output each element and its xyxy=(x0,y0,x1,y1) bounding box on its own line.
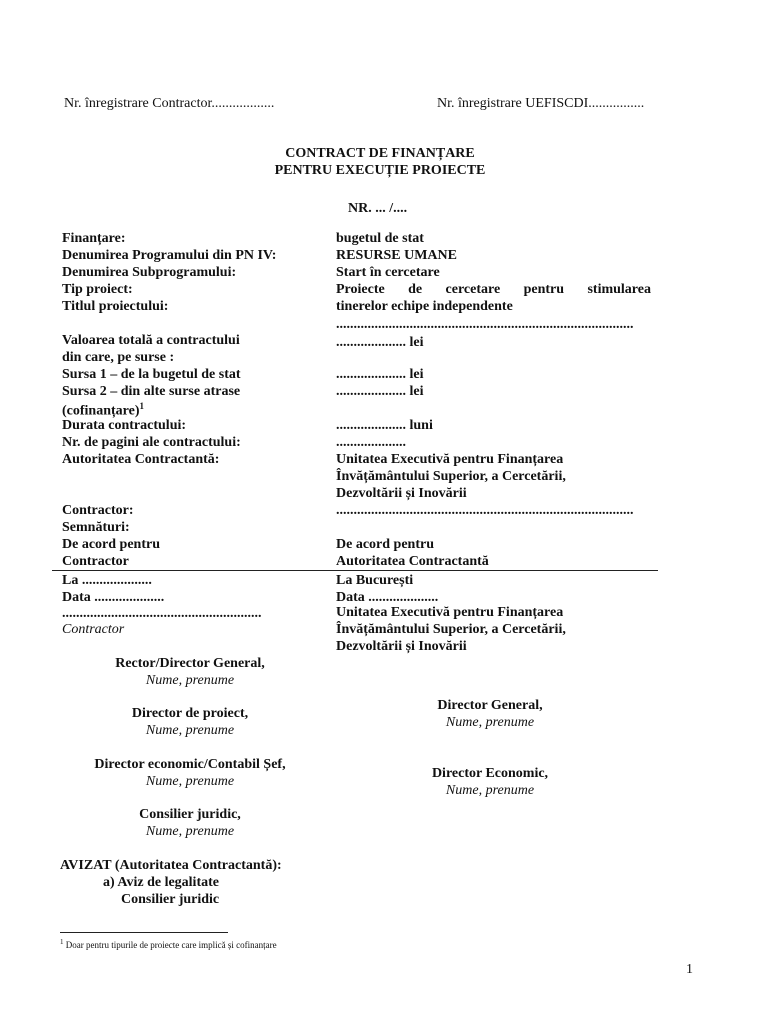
label-contractor: Contractor: xyxy=(62,503,134,518)
value-tip-proiect xyxy=(336,282,651,298)
value-durata: .................... luni xyxy=(336,418,433,433)
footnote-marker: 1 xyxy=(139,401,144,411)
value-autoritate-line3: Dezvoltării și Inovării xyxy=(336,486,467,501)
role-consilier-name: Nume, prenume xyxy=(145,824,235,839)
role-director-general-title: Director General, xyxy=(437,698,543,713)
value-valoare: .................... lei xyxy=(336,335,424,350)
value-autoritate-line2: Învățământului Superior, a Cercetării, xyxy=(336,469,566,484)
role-rector-name: Nume, prenume xyxy=(145,673,235,688)
tip-word: Proiecte xyxy=(336,282,385,297)
contract-title-line1: CONTRACT DE FINANȚARE xyxy=(285,146,475,161)
tip-word: stimularea xyxy=(587,282,651,297)
role-consilier-title: Consilier juridic, xyxy=(139,807,241,822)
value-subprogram: Start în cercetare xyxy=(336,265,440,280)
tip-word: pentru xyxy=(523,282,565,297)
role-director-economic-right-name: Nume, prenume xyxy=(445,783,535,798)
right-acord-line2: Autoritatea Contractantă xyxy=(336,554,489,569)
label-nr-pagini: Nr. de pagini ale contractului: xyxy=(62,435,241,450)
footnote-mark: 1 xyxy=(60,938,64,946)
left-sign-data: Data .................... xyxy=(62,590,165,605)
footnote xyxy=(60,938,277,950)
tip-word: de xyxy=(408,282,423,297)
role-director-economic-name: Nume, prenume xyxy=(145,774,235,789)
left-sign-contractor: Contractor xyxy=(62,622,125,637)
footnote-rule xyxy=(60,932,228,933)
role-director-proiect-title: Director de proiect, xyxy=(131,706,249,721)
role-director-proiect-name: Nume, prenume xyxy=(145,723,235,738)
label-sursa2: Sursa 2 – din alte surse atrase xyxy=(62,384,241,399)
avizat-consilier: Consilier juridic xyxy=(121,892,220,907)
page-number: 1 xyxy=(686,962,693,977)
label-semnaturi: Semnături: xyxy=(62,520,130,535)
label-sursa1: Sursa 1 – de la bugetul de stat xyxy=(62,367,241,382)
label-tip-proiect: Tip proiect: xyxy=(62,282,133,297)
right-sign-data: Data .................... xyxy=(336,590,439,605)
avizat-aviz-legalitate: a) Aviz de legalitate xyxy=(103,875,219,890)
label-titlu-proiect: Titlul proiectului: xyxy=(62,299,169,314)
value-sursa1: .................... lei xyxy=(336,367,424,382)
label-autoritate: Autoritatea Contractantă: xyxy=(62,452,220,467)
uefiscdi-registration: Nr. înregistrare UEFISCDI................ xyxy=(437,96,645,111)
value-finantare: bugetul de stat xyxy=(336,231,424,246)
right-sign-uefiscdi-line3: Dezvoltării și Inovării xyxy=(336,639,467,654)
right-sign-uefiscdi-line2: Învățământului Superior, a Cercetării, xyxy=(336,622,566,637)
left-sign-la: La .................... xyxy=(62,573,152,588)
left-acord-line1: De acord pentru xyxy=(62,537,160,552)
avizat-title: AVIZAT (Autoritatea Contractantă): xyxy=(60,858,282,873)
tip-word: cercetare xyxy=(445,282,501,297)
value-contractor-dots: ..................................................................................... xyxy=(336,503,634,518)
section-divider xyxy=(52,570,658,571)
right-acord-line1: De acord pentru xyxy=(336,537,434,552)
left-acord-line2: Contractor xyxy=(62,554,129,569)
value-sursa2: .................... lei xyxy=(336,384,424,399)
role-rector-title: Rector/Director General, xyxy=(115,656,265,671)
right-sign-la: La București xyxy=(336,573,414,588)
right-sign-uefiscdi-line1: Unitatea Executivă pentru Finanțarea xyxy=(336,605,564,620)
left-sign-dots: ......................................................... xyxy=(62,606,262,621)
role-director-general-name: Nume, prenume xyxy=(445,715,535,730)
label-din-care: din care, pe surse : xyxy=(62,350,175,365)
label-finantare: Finanțare: xyxy=(62,231,126,246)
value-autoritate-line1: Unitatea Executivă pentru Finanțarea xyxy=(336,452,564,467)
label-subprogram: Denumirea Subprogramului: xyxy=(62,265,237,280)
value-program: RESURSE UMANE xyxy=(336,248,457,263)
label-cofinantare: (cofinanțare)$^1$ xyxy=(62,401,144,419)
role-director-economic-right-title: Director Economic, xyxy=(431,766,549,781)
value-titlu-dots: ..................................................................................... xyxy=(336,317,634,332)
label-valoare-totala: Valoarea totală a contractului xyxy=(62,333,240,348)
contract-number: NR. ... /.... xyxy=(348,201,408,216)
role-director-economic-title: Director economic/Contabil Șef, xyxy=(94,757,286,772)
value-nr-pagini: .................... xyxy=(336,435,406,450)
value-tip-proiect-line2: tinerelor echipe independente xyxy=(336,299,513,314)
footnote-text: Doar pentru tipurile de proiecte care implică și cofinanțare xyxy=(63,940,277,950)
label-durata: Durata contractului: xyxy=(62,418,187,433)
contractor-registration: Nr. înregistrare Contractor.................. xyxy=(64,96,275,111)
contract-title-line2: PENTRU EXECUȚIE PROIECTE xyxy=(274,163,486,178)
label-program: Denumirea Programului din PN IV: xyxy=(62,248,277,263)
